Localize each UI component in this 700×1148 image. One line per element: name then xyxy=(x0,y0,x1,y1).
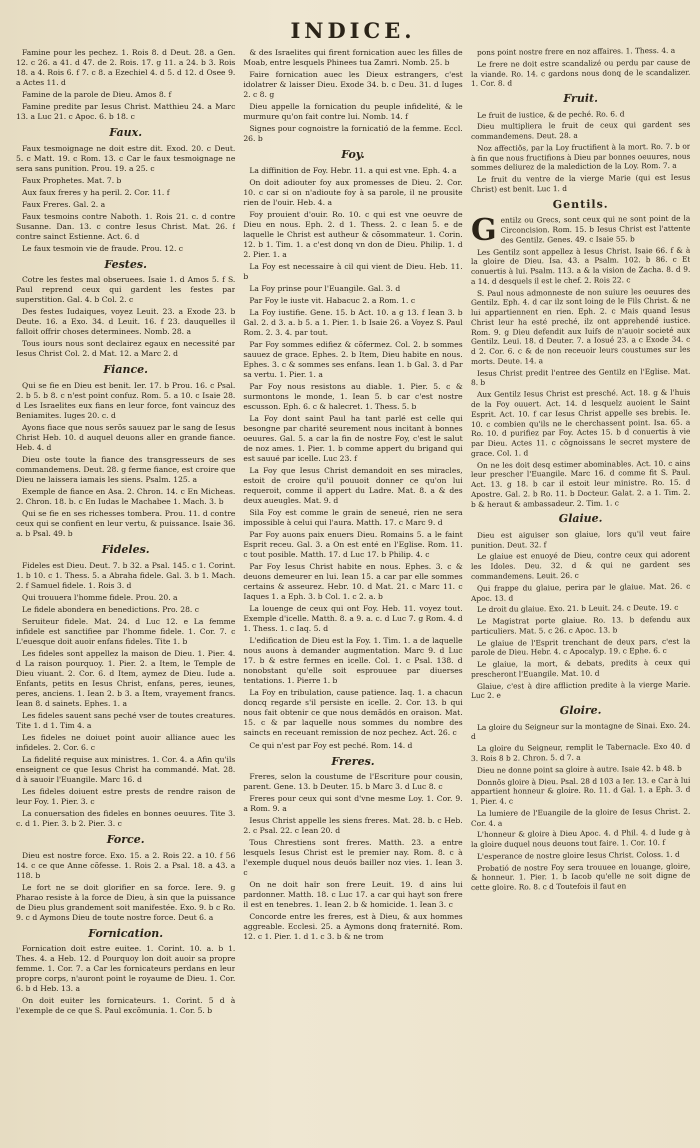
index-entry: Faux Freres. Gal. 2. a xyxy=(22,199,106,209)
index-entry: La Foy dont saint Paul ha tant parlé est celle qui besongne par charité seurement nous incitant à bonnes oeuures. Gal. 5. a car la fin de nostre Foy, c'est le salut de noz ames. 1. Pier. 1. b comme appert du brigand qui est sauué par icelle. Luc 23. f xyxy=(243,414,463,464)
index-entry: Le glaiue de l'Esprit trenchant de deux pars, c'est la parole de Dieu. Hebr. 4. c Apocalyp. 19. c Ephe. 6. c xyxy=(470,636,690,658)
index-entry: Le faux tesmoin vie de fraude. Prou. 12. c xyxy=(22,243,184,253)
index-entry: Seruiteur fidele. Mat. 24. d Luc 12. e La femme infidele est sanctifiee par l'homme fidele. 1. Cor. 7. c L'euesque doit auoir enfans fideles. Tite 1. b xyxy=(16,616,236,646)
index-entry: Tous Chrestiens sont freres. Matth. 23. a entre lesquels Iesus Christ est le premier nay. Rom. 8. c à l'exemple duquel nous deuós bailler noz vies. 1. Iean 3. c xyxy=(243,838,463,878)
index-entry: Donnõs gloire à Dieu. Psal. 28 d 103 a Ier. 13. e Car à lui appartient honneur & gloire. Ro. 11. d Gal. 1. a Eph. 3. d 1. Pier. 4. c xyxy=(470,775,690,807)
index-entry: Faux Prophetes. Mat. 7. b xyxy=(22,175,122,185)
index-entry: La Foy en tribulation, cause patience. Iaq. 1. a chacun doncq regarde s'il persiste en icelle. 2. Cor. 13. b qui nous fait obtenir ce que nous demãdós en oraison. Mat. 15. c & par laquelle nous sommes du nombre des saincts en receuant remission de noz pechez. Act. 26. c xyxy=(243,688,463,738)
index-entry xyxy=(470,212,690,249)
index-entry: La diffinition de Foy. Hebr. 11. a qui est vne. Eph. 4. a xyxy=(249,165,457,175)
index-entry: On ne les doit desq estimer abominables. Act. 10. c ains leur prescher l'Euangile. Marc 16. d comme fit S. Paul. Act. 13. g 18. b car il estoit leur ministre. Ro. 15. d Apostre. Gal. 2. b Ro. 11. b Docteur. Galat. 2. a 1. Tim. 2. b & heraut & ambassadeur. 2. Tim. 1. c xyxy=(470,458,690,509)
index-entry: Dieu ne donne point sa gloire à autre. Isaie 42. b 48. b xyxy=(476,763,682,775)
index-entry: Freres pour ceux qui sont d'vne mesme Loy. 1. Cor. 9. a Rom. 9. a xyxy=(243,794,463,814)
index-entry: La Foy iustifie. Gene. 15. b Act. 10. a g 13. f Iean 3. b Gal. 2. d 3. a. b 5. a 1. Pier. 1. b Isaie 26. a Voyez S. Paul Rom. 2. 3. 4. par tout. xyxy=(243,307,463,337)
index-entry: L'edification de Dieu est la Foy. 1. Tim. 1. a de laquelle nous auons à demander augmentation. Marc 9. d Luc 17. b & estre fermes en icelle. Col. 1. c Psal. 138. d nonobstant qu'elle soit esprouuee par diuerses tentations. 1. Pierre 1. b xyxy=(243,636,463,686)
index-entry: On ne doit haïr son frere Leuit. 19. d ains lui pardonner. Matth. 18. c Luc 17. a car qui hayt son frere il est en tenebres. 1. Iean 2. b & homicide. 1. Iean 3. c xyxy=(243,880,463,910)
index-entry: Faux tesmoignage ne doit estre dit. Exod. 20. c Deut. 5. c Matt. 19. c Rom. 13. c Car le faux tesmoignage ne sera sans punition. Prou. 19. a 25. c xyxy=(16,143,236,173)
index-entry: Probatió de nostre Foy sera trouuee en louange, gloire, & honneur. 1. Pier. 1. b Iacob qu'elle ne soit digne de cette gloire. Ro. 8. c d Toutefois il faut en xyxy=(470,861,690,893)
section-heading: Fideles. xyxy=(101,543,150,557)
index-entry: La Foy est necessaire à cil qui vient de Dieu. Heb. 11. b xyxy=(243,261,463,281)
index-entry: pons point nostre frere en noz affaires. 1. Thess. 4. a xyxy=(476,45,675,57)
index-entry: La Foy que Iesus Christ demandoit en ses miracles, estoit de croire qu'il pouuoit donner ce qu'on lui requeroit, comme il appert du Ladre. Mat. 8. a & des deux aueugles. Mat. 9. d xyxy=(243,466,463,506)
index-entry: Fideles est Dieu. Deut. 7. b 32. a Psal. 145. c 1. Corint. 1. b 10. c 1. Thess. 5. a Abraha fidele. Gal. 3. b 1. Mach. 2. f Samuel fidele. 1. Rois 3. d xyxy=(16,560,236,590)
index-entry: Les fideles sauent sans peché vser de toutes creatures. Tite 1. d 1. Tim 4. a xyxy=(16,710,236,730)
index-entry: Freres, selon la coustume de l'Escriture pour cousin, parent. Gene. 13. b Deuter. 15. b Marc 3. d Luc 8. c xyxy=(243,772,463,792)
section-heading: Gentils. xyxy=(552,197,609,211)
index-entry: Iesus Christ appelle les siens freres. Mat. 28. b. c Heb. 2. c Psal. 22. c Iean 20. d xyxy=(243,816,463,836)
index-entry: Dieu multipliera le fruit de ceux qui gardent ses commandemens. Deut. 28. a xyxy=(470,120,690,142)
index-entry: Ayons fiace que nous serõs sauuez par le sang de Iesus Christ Heb. 10. d auquel deuons aller en grande fiance. Heb. 4. d xyxy=(16,423,236,453)
index-entry: Qui se fie en ses richesses tombera. Prou. 11. d contre ceux qui se confient en leur vertu, & puissance. Isaie 36. a. b Psal. 49. b xyxy=(16,509,236,539)
index-entry: Aux Gentilz Iesus Christ est presché. Act. 18. g & l'huis de la Foy ouuert. Act. 14. d lesquelz auoient le Saint Esprit. Act. 10. f car Iesus Christ appelle ses brebis. Ie. 10. c combien qu'ils ne le cherchassent point. Isa. 65. a Ro. 10. d purifiez par Foy. Actes 15. b d conuertis à vie par Dieu. Actes 11. c cõgnoissans le secret mystere de grace. Col. 1. d xyxy=(470,387,690,458)
index-entry: Concorde entre les freres, est à Dieu, & aux hommes aggreable. Ecclesi. 25. a Aymons donq fraternité. Rom. 12. c 1. Pier. 1. d 1. c 3. b & ne trom xyxy=(243,912,463,942)
index-entry: La lumiere de l'Euangile de la gloire de Iesus Christ. 2. Cor. 4. a xyxy=(470,806,690,828)
index-entry: Cotre les festes mal obseruees. Isaie 1. d Amos 5. f S. Paul reprend ceux qui gardent les festes par superstition. Gal. 4. b Col. 2. c xyxy=(16,275,236,305)
index-entry: Les Gentilz sont appellez à Iesus Christ. Isaie 66. f & à la gloire de Dieu. Isa. 43. a Psalm. 102. b 86. c Et conuertis à lui. Psalm. 113. a & la vision de Zacha. 8. d 9. a 14. d desquels il est le chef. 2. Rois 22. c xyxy=(470,245,690,286)
section-heading: Fornication. xyxy=(88,926,164,940)
index-entry: La louenge de ceux qui ont Foy. Heb. 11. voyez tout. Exemple d'icelle. Matth. 8. a 9. a. c. d Luc 7. g Rom. 4. d 1. Thess. 1. c Iaq. 5. d xyxy=(243,604,463,634)
index-entry: La gloire du Seigneur, remplit le Tabernacle. Exo 40. d 3. Rois 8 b 2. Chron. 5. d 7. a xyxy=(470,741,690,763)
index-entry: Famine de la parole de Dieu. Amos 8. f xyxy=(22,90,172,100)
index-entry: Par Foy nous resistons au diable. 1. Pier. 5. c & surmontons le monde, 1. Iean 5. b car c'est nostre escusson. Eph. 6. c & halecret. 1. Thess. 5. b xyxy=(243,381,463,411)
section-heading: Foy. xyxy=(341,148,365,162)
index-entry: Des festes Iudaiques, voyez Leuit. 23. a Exode 23. b Deute. 16. a Exo. 34. d Leuit. 16. f 23. dauquelles il falloit offrir choses determinees. Nomb. 28. a xyxy=(16,307,236,337)
index-entry: La conuersation des fideles en bonnes oeuures. Tite 3. c. d 1. Pier. 3. b 2. Pier. 3. c xyxy=(16,809,236,829)
index-entry: Glaiue, c'est à dire affliction predite à la vierge Marie. Luc 2. e xyxy=(470,679,690,701)
index-entry: Dieu oste toute la fiance des transgresseurs de ses commandemens. Deut. 28. g ferme fiance, est croire que Dieu ne laissera iamais les siens. Psalm. 125. a xyxy=(16,455,236,485)
index-entry: Ce qui n'est par Foy est peché. Rom. 14. d xyxy=(249,740,413,750)
index-entry: Le frere ne doit estre scandalizé ou perdu par cause de la viande. Ro. 14. c gardons nous donq de le scandalizer. 1. Cor. 8. d xyxy=(470,57,690,89)
index-entry: Exemple de fiance en Asa. 2. Chron. 14. c En Micheas. 2. Chron. 18. b. c En Iudas le Machabee 1. Mach. 3. b xyxy=(16,487,236,507)
index-entry: Par Foy le iuste vit. Habacuc 2. a Rom. 1. c xyxy=(249,295,416,305)
index-entry: La gloire du Seigneur sur la montagne de Sinai. Exo. 24. d xyxy=(470,720,690,742)
index-column-left xyxy=(16,48,235,1136)
index-entry: Noz affectiõs, par la Loy fructifient à la mort. Ro. 7. b or à fin que nous fructifions à Dieu par bonnes oeuures, nous sommes deliurez de la malediction de la Loy. Rom. 7. a xyxy=(470,141,690,173)
section-heading: Fruit. xyxy=(563,91,598,106)
index-entry: Le fidele abondera en benedictions. Pro. 28. c xyxy=(22,604,199,614)
index-entry: Les fideles ne doiuet point auoir alliance auec les infideles. 2. Cor. 6. c xyxy=(16,732,236,752)
running-header xyxy=(16,12,690,48)
index-entry-text: entilz ou Grecs, sont ceux qui ne sont point de la Circoncision. Rom. 15. b Iesus Christ est l'attente des Gentilz. Genes. 49. c Isaie 55. b xyxy=(500,213,690,245)
index-entry: Qui se fie en Dieu est benit. Ier. 17. b Prou. 16. c Psal. 2. b 5. b 8. c n'est point confuz. Rom. 5. a 10. c Isaie 28. d Les Israelites eux fians en leur force, font vaincuz des Beniamites. Iuges 20. c. d xyxy=(16,380,236,420)
index-entry: Les fideles sont appellez la maison de Dieu. 1. Pier. 4. d La raison pourquoy. 1. Pier. 2. a Item, le Temple de Dieu viuant. 2. Cor. 6. d Item, aymez de Dieu. Iude a. Enfants, petits en Iesus Christ, enfans, peres, ieunes, peres, anciens. 1. Iean 2. b 3. a Item, vrayement francs. Iean 8. d sainets. Ephes. 1. a xyxy=(16,648,236,708)
index-column-middle xyxy=(243,48,462,1136)
index-entry: Tous iours nous sont declairez egaux en necessité par Iesus Christ Col. 2. d Mat. 12. a Marc 2. d xyxy=(16,339,236,359)
index-entry: Par Foy Iesus Christ habite en nous. Ephes. 3. c & deuons demeurer en lui. Iean 15. a car par elle sommes certains & asseurez. Hebr. 10. d Mat. 21. c Marc 11. c Iaques 1. a Eph. 3. b Col. 1. c 2. a. b xyxy=(243,562,463,602)
index-entry: L'honneur & gloire à Dieu Apoc. 4. d Phil. 4. d Iude g à la gloire duquel nous deuons tout faire. 1. Cor. 10. f xyxy=(470,828,690,850)
section-heading: Gloire. xyxy=(559,703,602,718)
index-entry: Aux faux freres y ha peril. 2. Cor. 11. f xyxy=(22,187,170,197)
index-entry: Faux tesmoins contre Naboth. 1. Rois 21. c. d contre Susanne. Dan. 13. c contre Iesus Christ. Mat. 26. f contre sainct Estienne. Act. 6. d xyxy=(16,211,236,241)
index-entry: Le glaiue est enuoyé de Dieu, contre ceux qui adorent les Idoles. Deu. 32. d & qui ne gardent ses commandemens. Leuit. 26. c xyxy=(470,550,690,581)
index-entry: Fornication doit estre euitee. 1. Corint. 10. a. b 1. Thes. 4. a Heb. 12. d Pourquoy lon doit auoir sa propre femme. 1. Cor. 7. a Car les fornicateurs perdans en leur propre corps, n'auront point le royaume de Dieu. 1. Cor. 6. b d Heb. 13. a xyxy=(16,944,236,994)
index-entry: La fidelité requise aux ministres. 1. Cor. 4. a Afin qu'ils enseignent ce que Iesus Christ ha commandé. Mat. 28. d à sauoir l'Euangile. Marc 16. d xyxy=(16,754,236,784)
index-entry: Le droit du glaiue. Exo. 21. b Leuit. 24. c Deute. 19. c xyxy=(476,603,678,615)
index-entry: Les fideles doiuent estre prests de rendre raison de leur Foy. 1. Pier. 3. c xyxy=(16,787,236,807)
index-entry: Le Magistrat porte glaiue. Ro. 13. b defendu aux particuliers. Mat. 5. c 26. c Apoc. 13. b xyxy=(470,614,690,636)
page-title: INDICE. xyxy=(290,18,416,43)
index-entry: Le fort ne se doit glorifier en sa force. Iere. 9. g Pharao resiste à la force de Dieu, à sin que la puissance de Dieu plus grandement soit manifestée. Exo. 9. b c Ro. 9. c d Aymons Dieu de toute nostre force. Deut 6. a xyxy=(16,882,236,922)
index-entry: L'esperance de nostre gloire Iesus Christ. Coloss. 1. d xyxy=(476,849,680,861)
index-entry: La Foy prinse pour l'Euangile. Gal. 3. d xyxy=(249,283,401,293)
index-entry: Famine pour les pechez. 1. Rois 8. d Deut. 28. a Gen. 12. c 26. a 41. d 47. de 2. Rois. 17. g 11. a 24. b 3. Rois 18. a 4. Rois 6. f 7. c 8. a Ezechiel 4. d 5. d 12. d Osee 9. a Actes 11. d xyxy=(16,48,236,88)
section-heading: Force. xyxy=(106,833,145,847)
index-entry: Sila Foy est comme le grain de seneué, rien ne sera impossible à celui qui l'aura. Matth. 17. c Marc 9. d xyxy=(243,508,463,528)
index-entry: Dieu appelle la fornication du peuple infidelité, & le murmure qu'on fait contre lui. Nomb. 14. f xyxy=(243,102,463,122)
section-heading: Festes. xyxy=(104,257,147,271)
index-entry: Iesus Christ predit l'entree des Gentilz en l'Eglise. Mat. 8. b xyxy=(470,366,690,388)
index-entry: Qui trouuera l'homme fidele. Prou. 20. a xyxy=(22,592,178,602)
index-column-right xyxy=(471,46,690,1136)
index-entry: Signes pour cognoistre la fornicatió de la femme. Eccl. 26. b xyxy=(243,124,463,144)
section-heading: Freres. xyxy=(331,754,375,768)
index-entry: Dieu est aiguiser son glaiue, lors qu'il veut faire punition. Deut. 32. f xyxy=(470,528,690,550)
index-entry: On doit adiouter foy aux promesses de Dieu. 2. Cor. 10. c car si on n'adioute foy à sa parole, il ne prousite rien de l'ouir. Heb. 4. a xyxy=(243,177,463,207)
drop-cap-letter: G xyxy=(470,212,497,249)
index-entry: & des Israelites qui firent fornication auec les filles de Moab, entre lesquels Phinees tua Zamri. Nomb. 25. b xyxy=(243,48,463,68)
index-columns xyxy=(16,45,690,1136)
index-entry: On doit euiter les fornicateurs. 1. Corint. 5 d à l'exemple de ce que S. Paul excõmunia. 1. Cor. 5. b xyxy=(16,996,236,1016)
index-entry: Le fruit de iustice, & de peché. Ro. 6. d xyxy=(476,108,625,120)
index-entry: Par Foy auons paix enuers Dieu. Romains 5. a le faint Esprit receu. Gal. 3. a On est enté en l'Eglise. Rom. 11. c tout posible. Matth. 17. d Luc 17. b Philip. 4. c xyxy=(243,530,463,560)
index-entry: Par Foy sommes edifiez & cõfermez. Col. 2. b sommes sauuez de grace. Ephes. 2. b Item, Dieu habite en nous. Ephes. 3. c & sommes ses enfans. Iean 1. b Gal. 3. d Par sa vertu. 1. Pier. 1. a xyxy=(243,339,463,379)
section-heading: Glaiue. xyxy=(558,512,603,526)
index-entry: Le fruit du ventre de la vierge Marie (qui est Iesus Christ) est benit. Luc 1. d xyxy=(470,172,690,194)
index-entry: Le glaiue, la mort, & debats, predits à ceux qui prescheront l'Euangile. Mat. 10. d xyxy=(470,657,690,679)
section-heading: Faux. xyxy=(109,126,143,140)
index-entry: S. Paul nous admonneste de non suiure les oeuures des Gentilz. Eph. 4. d car ilz sont loing de le Fils Christ. & ne lui appartiennent en rien. Eph. 2. c Mais quand Iesus Christ leur ha esté preché, ilz ont apprehendé iustice. Rom. 9. g Dieu defendit aux Iuifs de n'auoir societé aux Gentilz. Leui. 18. d Deuter. 7. a Iosué 23. a c Exode 34. c d 2. Cor. 6. c & de non receuoir leurs coustumes sur les morts. Deute. 14. a xyxy=(470,286,690,366)
index-entry: Dieu est nostre force. Exo. 15. a 2. Rois 22. a 10. f 56 14. c ce que Anne cõfesse. 1. Rois 2. a Psal. 18. a 43. a 118. b xyxy=(16,850,236,880)
index-entry: Qui frappe du glaiue, perira par le glaiue. Mat. 26. c Apoc. 13. d xyxy=(470,581,690,603)
section-heading: Fiance. xyxy=(103,363,148,377)
index-entry: Faire fornication auec les Dieux estrangers, c'est idolatrer & laisser Dieu. Exode 34. b. c Deu. 31. d Iuges 2. c 8. g xyxy=(243,70,463,100)
index-entry: Foy prouient d'ouir. Ro. 10. c qui est vne oeuvre de Dieu en nous. Eph. 2. d 1. Thess. 2. c Iean 5. e de laquelle le Christ est autheur & cõsommateur. 1. Corin. 12. b 1. Tim. 1. a c'est donq vn don de Dieu. Philip. 1. d 2. Pier. 1. a xyxy=(243,209,463,259)
index-entry: Famine predite par Iesus Christ. Matthieu 24. a Marc 13. a Luc 21. c Apoc. 6. b 18. c xyxy=(16,102,236,122)
